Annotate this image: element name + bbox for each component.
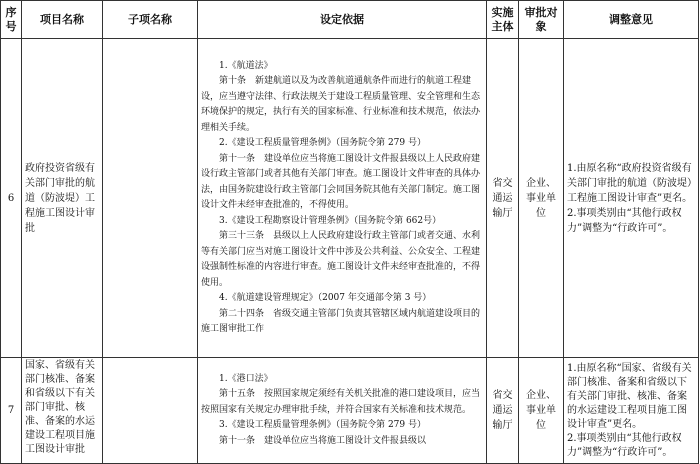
adjustment-line: 1.由原名称“政府投资省级有关部门审批的航道（防波堤）工程施工图设计审查”更名。	[567, 162, 693, 204]
header-adjustment: 调整意见	[564, 1, 699, 39]
header-seq: 序号	[1, 1, 22, 39]
item-name-text: 国家、省级有关部门核准、备案和省级以下有关部门审批、核准、备案的水运建设工程项目施工图设计审批	[25, 360, 95, 455]
basis-line: 第十五条 按照国家规定须经有关机关批准的港口建设项目，应当按照国家有关规定办理审批手续，并符合国家有关标准和技术规范。	[201, 389, 481, 415]
row-basis	[198, 358, 487, 464]
adjustment-line: 2.事项类别由“其他行政权力”调整为“行政许可”。	[567, 207, 682, 234]
row-object: 企业、事业单位	[519, 39, 564, 358]
basis-line: 1.《航道法》	[219, 60, 273, 71]
header-sub-item: 子项名称	[103, 1, 198, 39]
basis-line: 2.《建设工程质量管理条例》（国务院令第 279 号）	[219, 138, 426, 148]
basis-line: 第十条 新建航道以及为改善航道通航条件而进行的航道工程建设，应当遵守法律、行政法规关于建设工程质量管理、安全管理和生态环境保护的规定，执行有关的国家标准、行业标准和技术规范，依法办理相关手续。	[201, 76, 481, 133]
header-subject: 实施主体	[487, 1, 519, 39]
row-sub-item	[103, 39, 198, 358]
basis-line: 第三十三条 县级以上人民政府建设行政主管部门或者交通、水利等有关部门应当对施工图设计文件中涉及公共利益、公众安全、工程建设强制性标准的内容进行审查。施工图设计文件未经审查批准的，不得使用。	[201, 231, 481, 288]
adjustment-line: 1.由原名称“国家、省级有关部门核准、备案和省级以下有关部门审批、核准、备案的水运建设工程项目施工图设计审查”更名。	[567, 362, 692, 430]
basis-line: 第二十四条 省级交通主管部门负责其管辖区域内航道建设项目的施工图审批工作	[201, 308, 481, 334]
row-seq: 6	[1, 39, 22, 358]
item-name-text: 政府投资省级有关部门审批的航道（防波堤）工程施工图设计审批	[25, 162, 95, 234]
row-adjustment	[564, 358, 699, 464]
header-item-name: 项目名称	[22, 1, 103, 39]
row-object: 企业、事业单位	[519, 358, 564, 464]
header-basis: 设定依据	[198, 1, 487, 39]
header-row	[1, 1, 699, 39]
row-subject: 省交通运输厅	[487, 358, 519, 464]
basis-line: 第十一条 建设单位应当将施工图设计文件报县级以上人民政府建设行政主管部门或者其他有关部门审查。施工图设计文件审查的具体办法，由国务院建设行政主管部门会同国务院其他有关部门制定。施工图设计文件未经审查批准的，不得使用。	[201, 153, 481, 210]
header-object: 审批对象	[519, 1, 564, 39]
row-adjustment	[564, 39, 699, 358]
row-sub-item	[103, 358, 198, 464]
row-item-name	[22, 39, 103, 358]
row-basis	[198, 39, 487, 358]
basis-line: 3.《建设工程勘察设计管理条例》（国务院令第 662号）	[219, 215, 442, 226]
basis-line: 1.《港口法》	[219, 373, 273, 384]
basis-line: 4.《航道建设管理规定》（2007 年交通部令第 3 号）	[219, 293, 432, 303]
row-seq: 7	[1, 358, 22, 464]
table-row	[1, 358, 699, 464]
basis-line: 3.《建设工程质量管理条例》（国务院令第 279 号）	[219, 420, 426, 431]
row-item-name	[22, 358, 103, 464]
row-subject: 省交通运输厅	[487, 39, 519, 358]
adjustment-line: 2.事项类别由“其他行政权力”调整为“行政许可”。	[567, 432, 682, 458]
basis-line: 第十一条 建设单位应当将施工图设计文件报县级以	[219, 435, 427, 446]
table-row	[1, 39, 699, 358]
